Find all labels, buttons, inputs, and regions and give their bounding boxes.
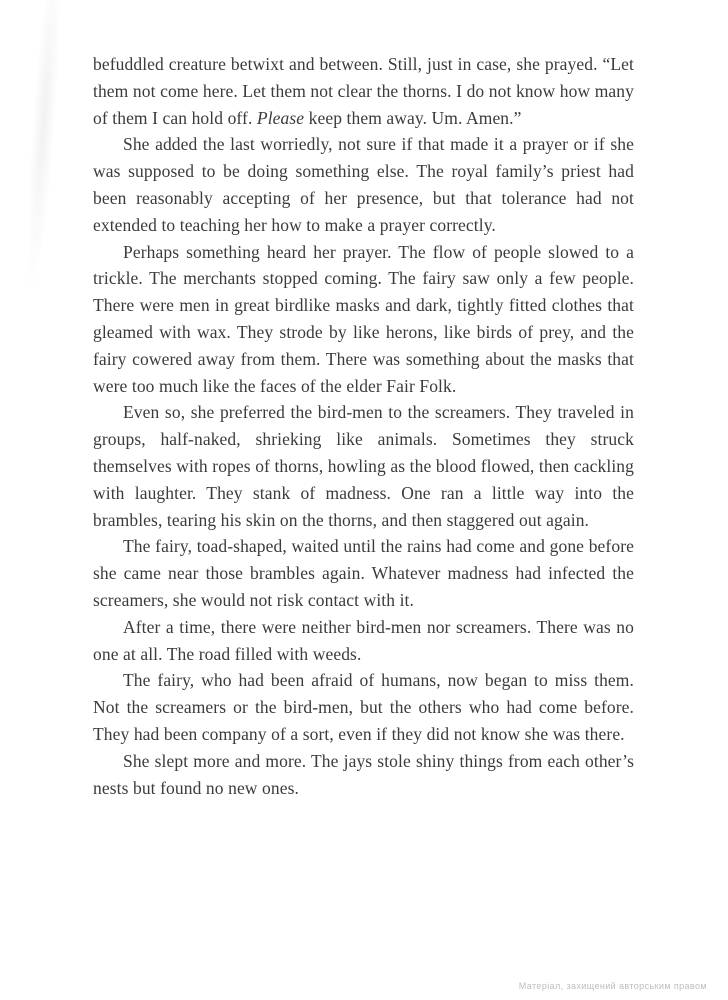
paragraph: Perhaps something heard her prayer. The flow of people slowed to a trickle. The merchants stopped coming. The fairy saw only a few people. There were men in great birdlike masks and dark, tightly fitted clothes that gleamed with wax. They strode by like herons, like birds of prey, and the fairy cowered away from them. There was something about the masks that were too much like the faces of the elder Fair Folk. (93, 241, 634, 396)
paragraph: The fairy, who had been afraid of humans, now began to miss them. Not the screamers or the bird-men, but the others who had come before. They had been company of a sort, even if they did not know she was there. (93, 670, 634, 744)
scan-edge-artifact (10, 0, 68, 420)
paragraph (93, 51, 634, 131)
italic-word: Please (256, 107, 305, 128)
paragraph: Even so, she preferred the bird-men to the screamers. They traveled in groups, half-naked, shrieking like animals. Sometimes they struck themselves with ropes of thorns, howling as the blood flowed, then cackling with laughter. They stank of madness. One ran a little way into the brambles, tearing his skin on the thorns, and then staggered out again. (93, 402, 634, 530)
paragraph-text: keep them away. Um. Amen.” (304, 107, 522, 128)
paragraph: She slept more and more. The jays stole shiny things from each other’s nests but found no new ones. (93, 750, 634, 798)
text-block (93, 51, 634, 801)
paragraph: After a time, there were neither bird-men nor screamers. There was no one at all. The road filled with weeds. (93, 616, 634, 664)
copyright-watermark: Матеріал, захищений авторським правом (518, 981, 707, 991)
paragraph: The fairy, toad-shaped, waited until the rains had come and gone before she came near those brambles again. Whatever madness had infected the screamers, she would not risk contact with it. (93, 536, 634, 610)
paragraph-text: befuddled creature betwixt and between. Still, just in case, she prayed. “Let them not come here. Let them not clear the thorns. I do not know how many of them I can hold off. (93, 54, 634, 128)
paragraph: She added the last worriedly, not sure if that made it a prayer or if she was supposed to be doing something else. The royal family’s priest had been reasonably accepting of her presence, but that tolerance had not extended to teaching her how to make a prayer correctly. (93, 134, 634, 235)
